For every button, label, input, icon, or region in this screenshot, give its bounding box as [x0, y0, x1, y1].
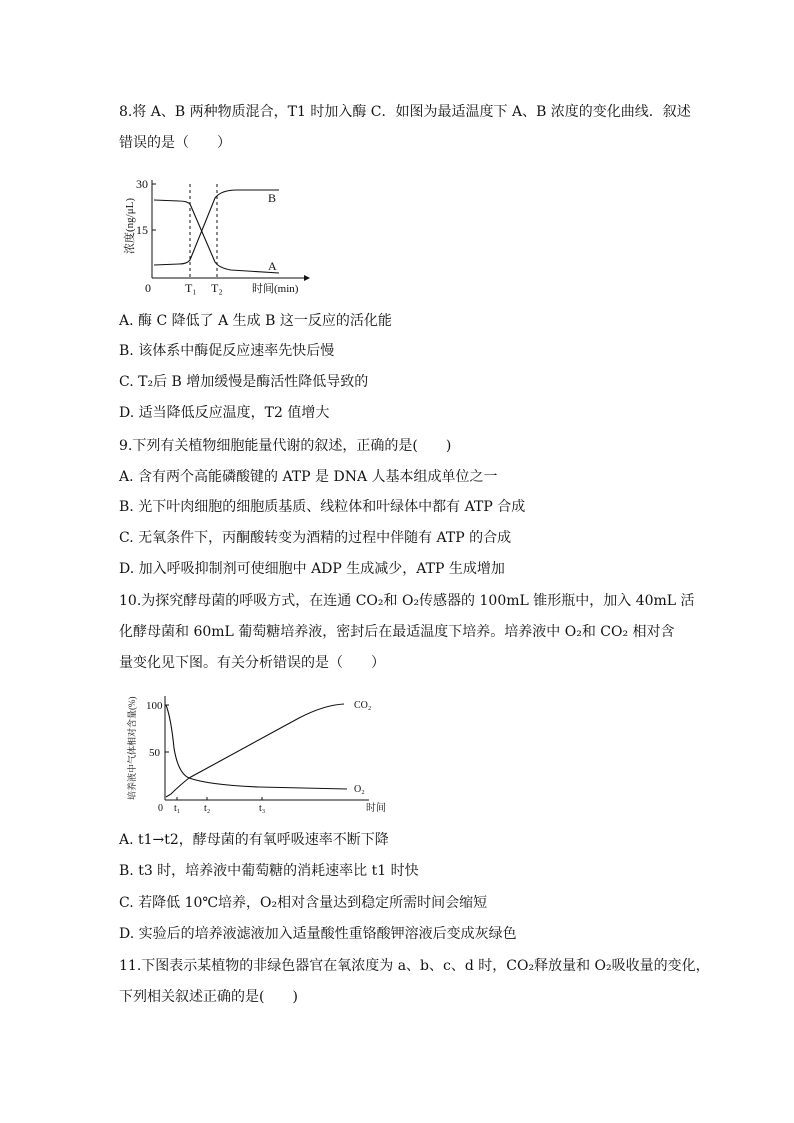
q8-xlabel: 时间(min) [252, 283, 299, 295]
q10-option-a: A. t1→t2，酵母菌的有氧呼吸速率不断下降 [119, 832, 389, 848]
q8-stem-line2: 错误的是（ ） [119, 135, 231, 151]
q10-xtick-t1: t₁ [174, 803, 181, 814]
q10-yeast-chart [119, 688, 399, 818]
q10-ylabel: 培养液中气体相对含量(%) [127, 696, 137, 800]
q8-label-b: B [268, 191, 277, 205]
q8-origin-0: 0 [145, 281, 151, 295]
q8-option-a: A. 酶 C 降低了 A 生成 B 这一反应的活化能 [119, 313, 392, 329]
q10-option-b: B. t3 时，培养液中葡萄糖的消耗速率比 t1 时快 [119, 863, 419, 879]
q10-origin-0: 0 [158, 803, 163, 814]
q10-curve-o2 [166, 705, 347, 789]
q10-xtick-t2: t₂ [204, 803, 211, 814]
q11-stem-line2: 下列相关叙述正确的是( ) [119, 989, 298, 1005]
q8-x-arrow [304, 275, 310, 281]
q9-option-b: B. 光下叶肉细胞的细胞质基质、线粒体和叶绿体中都有 ATP 合成 [119, 499, 526, 515]
q10-stem-line3: 量变化见下图。有关分析错误的是（ ） [119, 655, 385, 671]
q10-label-co2: CO₂ [354, 700, 372, 711]
q9-option-d: D. 加入呼吸抑制剂可使细胞中 ADP 生成减少，ATP 生成增加 [119, 561, 505, 577]
q10-ytick-100: 100 [146, 700, 163, 712]
q8-enzyme-chart [119, 168, 319, 300]
q8-stem-line1: 8.将 A、B 两种物质混合，T1 时加入酶 C．如图为最适温度下 A、B 浓度的变化曲线．叙述 [119, 104, 691, 120]
q9-option-c: C. 无氧条件下，丙酮酸转变为酒精的过程中伴随有 ATP 的合成 [119, 530, 512, 546]
q10-ytick-50: 50 [149, 747, 160, 759]
q8-option-d: D. 适当降低反应温度，T2 值增大 [119, 405, 330, 421]
q8-option-c: C. T₂后 B 增加缓慢是酶活性降低导致的 [119, 374, 369, 390]
q8-option-b: B. 该体系中酶促反应速率先快后慢 [119, 343, 335, 359]
q8-ytick-30: 30 [136, 177, 148, 191]
q8-ylabel: 浓度(ng/μL) [124, 198, 136, 254]
q9-option-a: A. 含有两个高能磷酸键的 ATP 是 DNA 人基本组成单位之一 [119, 469, 498, 485]
q10-option-c: C. 若降低 10℃培养，O₂相对含量达到稳定所需时间会缩短 [119, 895, 488, 911]
q11-stem-line1: 11.下图表示某植物的非绿色器官在氧浓度为 a、b、c、d 时，CO₂释放量和 O₂吸收量的变化， [119, 958, 710, 974]
q10-xtick-t3: t₃ [259, 803, 266, 814]
q8-label-a: A [268, 259, 277, 273]
q8-ytick-15: 15 [136, 223, 148, 237]
q10-option-d: D. 实验后的培养液滤液加入适量酸性重铬酸钾溶液后变成灰绿色 [119, 926, 517, 942]
q9-stem: 9.下列有关植物细胞能量代谢的叙述，正确的是( ) [119, 438, 452, 454]
q10-label-o2: O₂ [354, 784, 365, 795]
q10-stem-line1: 10.为探究酵母菌的呼吸方式，在连通 CO₂和 O₂传感器的 100mL 锥形瓶中，加入 40mL 活 [119, 593, 695, 609]
q8-xtick-t1: T₁ [185, 281, 197, 295]
q10-stem-line2: 化酵母菌和 60mL 葡萄糖培养液，密封后在最适温度下培养。培养液中 O₂和 CO₂ 相对含 [119, 624, 675, 640]
q10-curve-co2 [166, 704, 344, 797]
q8-xtick-t2: T₂ [211, 281, 223, 295]
q10-xlabel: 时间 [366, 803, 386, 814]
